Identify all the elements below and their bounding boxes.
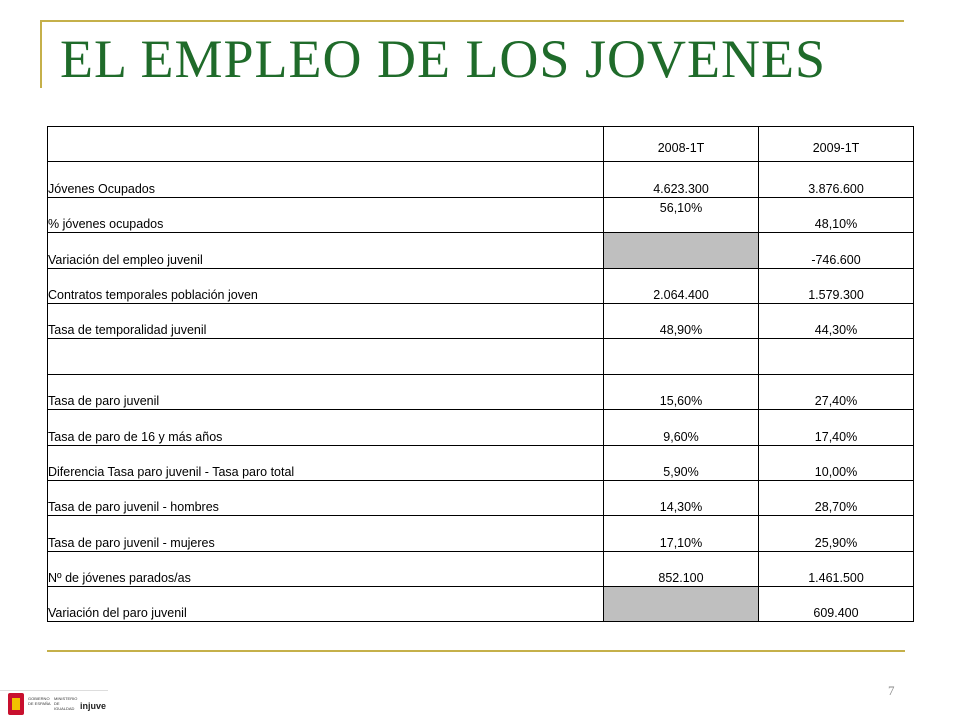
table-row [48, 480, 914, 515]
value-2008: 9,60% [604, 410, 759, 445]
table-row [48, 445, 914, 480]
row-label: Diferencia Tasa paro juvenil - Tasa paro total [48, 445, 604, 480]
page-number: 7 [888, 683, 895, 698]
row-label: Tasa de temporalidad juvenil [48, 303, 604, 338]
value-2009: 25,90% [759, 516, 914, 551]
value-2009: 27,40% [759, 374, 914, 409]
value-2009: 1.579.300 [759, 268, 914, 303]
value-2008: 56,10% [604, 197, 759, 232]
row-label: Tasa de paro juvenil [48, 374, 604, 409]
slide-title: EL EMPLEO DE LOS JOVENES [60, 29, 826, 89]
logo-gobierno: GOBIERNO DE ESPAÑA [28, 696, 51, 706]
value-2009: 44,30% [759, 303, 914, 338]
value-2009: -746.600 [759, 233, 914, 268]
value-2008 [604, 339, 759, 374]
logo-ministerio: MINISTERIO DE IGUALDAD [54, 696, 78, 711]
table-header-row [48, 127, 914, 162]
table-row [48, 587, 914, 622]
value-2008 [604, 233, 759, 268]
left-accent-line [40, 20, 42, 88]
value-2008: 48,90% [604, 303, 759, 338]
header-2008-1t: 2008-1T [604, 127, 759, 162]
header-label-cell [48, 127, 604, 162]
row-label: Variación del empleo juvenil [48, 233, 604, 268]
table-row [48, 339, 914, 374]
value-2009 [759, 339, 914, 374]
value-2009: 3.876.600 [759, 162, 914, 197]
table-row [48, 233, 914, 268]
row-label: Nº de jóvenes parados/as [48, 551, 604, 586]
table-row [48, 410, 914, 445]
row-label: Tasa de paro de 16 y más años [48, 410, 604, 445]
row-label: Jóvenes Ocupados [48, 162, 604, 197]
table-row [48, 197, 914, 232]
row-label: Tasa de paro juvenil - hombres [48, 480, 604, 515]
logo-injuve: injuve [80, 701, 107, 711]
row-label: Variación del paro juvenil [48, 587, 604, 622]
row-label: Tasa de paro juvenil - mujeres [48, 516, 604, 551]
header-2009-1t: 2009-1T [759, 127, 914, 162]
value-2008: 5,90% [604, 445, 759, 480]
value-2009: 48,10% [759, 197, 914, 232]
value-2009: 10,00% [759, 445, 914, 480]
value-2009: 28,70% [759, 480, 914, 515]
table-row [48, 162, 914, 197]
value-2008: 2.064.400 [604, 268, 759, 303]
table-row [48, 516, 914, 551]
employment-table [47, 126, 914, 622]
table-row [48, 268, 914, 303]
value-2008: 14,30% [604, 480, 759, 515]
value-2009: 17,40% [759, 410, 914, 445]
row-label: Contratos temporales población joven [48, 268, 604, 303]
value-2008: 17,10% [604, 516, 759, 551]
top-accent-line [40, 20, 904, 22]
value-2008: 15,60% [604, 374, 759, 409]
value-2008: 4.623.300 [604, 162, 759, 197]
table-row [48, 551, 914, 586]
value-2008: 852.100 [604, 551, 759, 586]
row-label: % jóvenes ocupados [48, 197, 604, 232]
value-2008 [604, 587, 759, 622]
row-label [48, 339, 604, 374]
value-2009: 1.461.500 [759, 551, 914, 586]
table-row [48, 303, 914, 338]
value-2009: 609.400 [759, 587, 914, 622]
bottom-accent-line [47, 650, 905, 652]
coat-of-arms-icon [8, 693, 24, 715]
table-row [48, 374, 914, 409]
